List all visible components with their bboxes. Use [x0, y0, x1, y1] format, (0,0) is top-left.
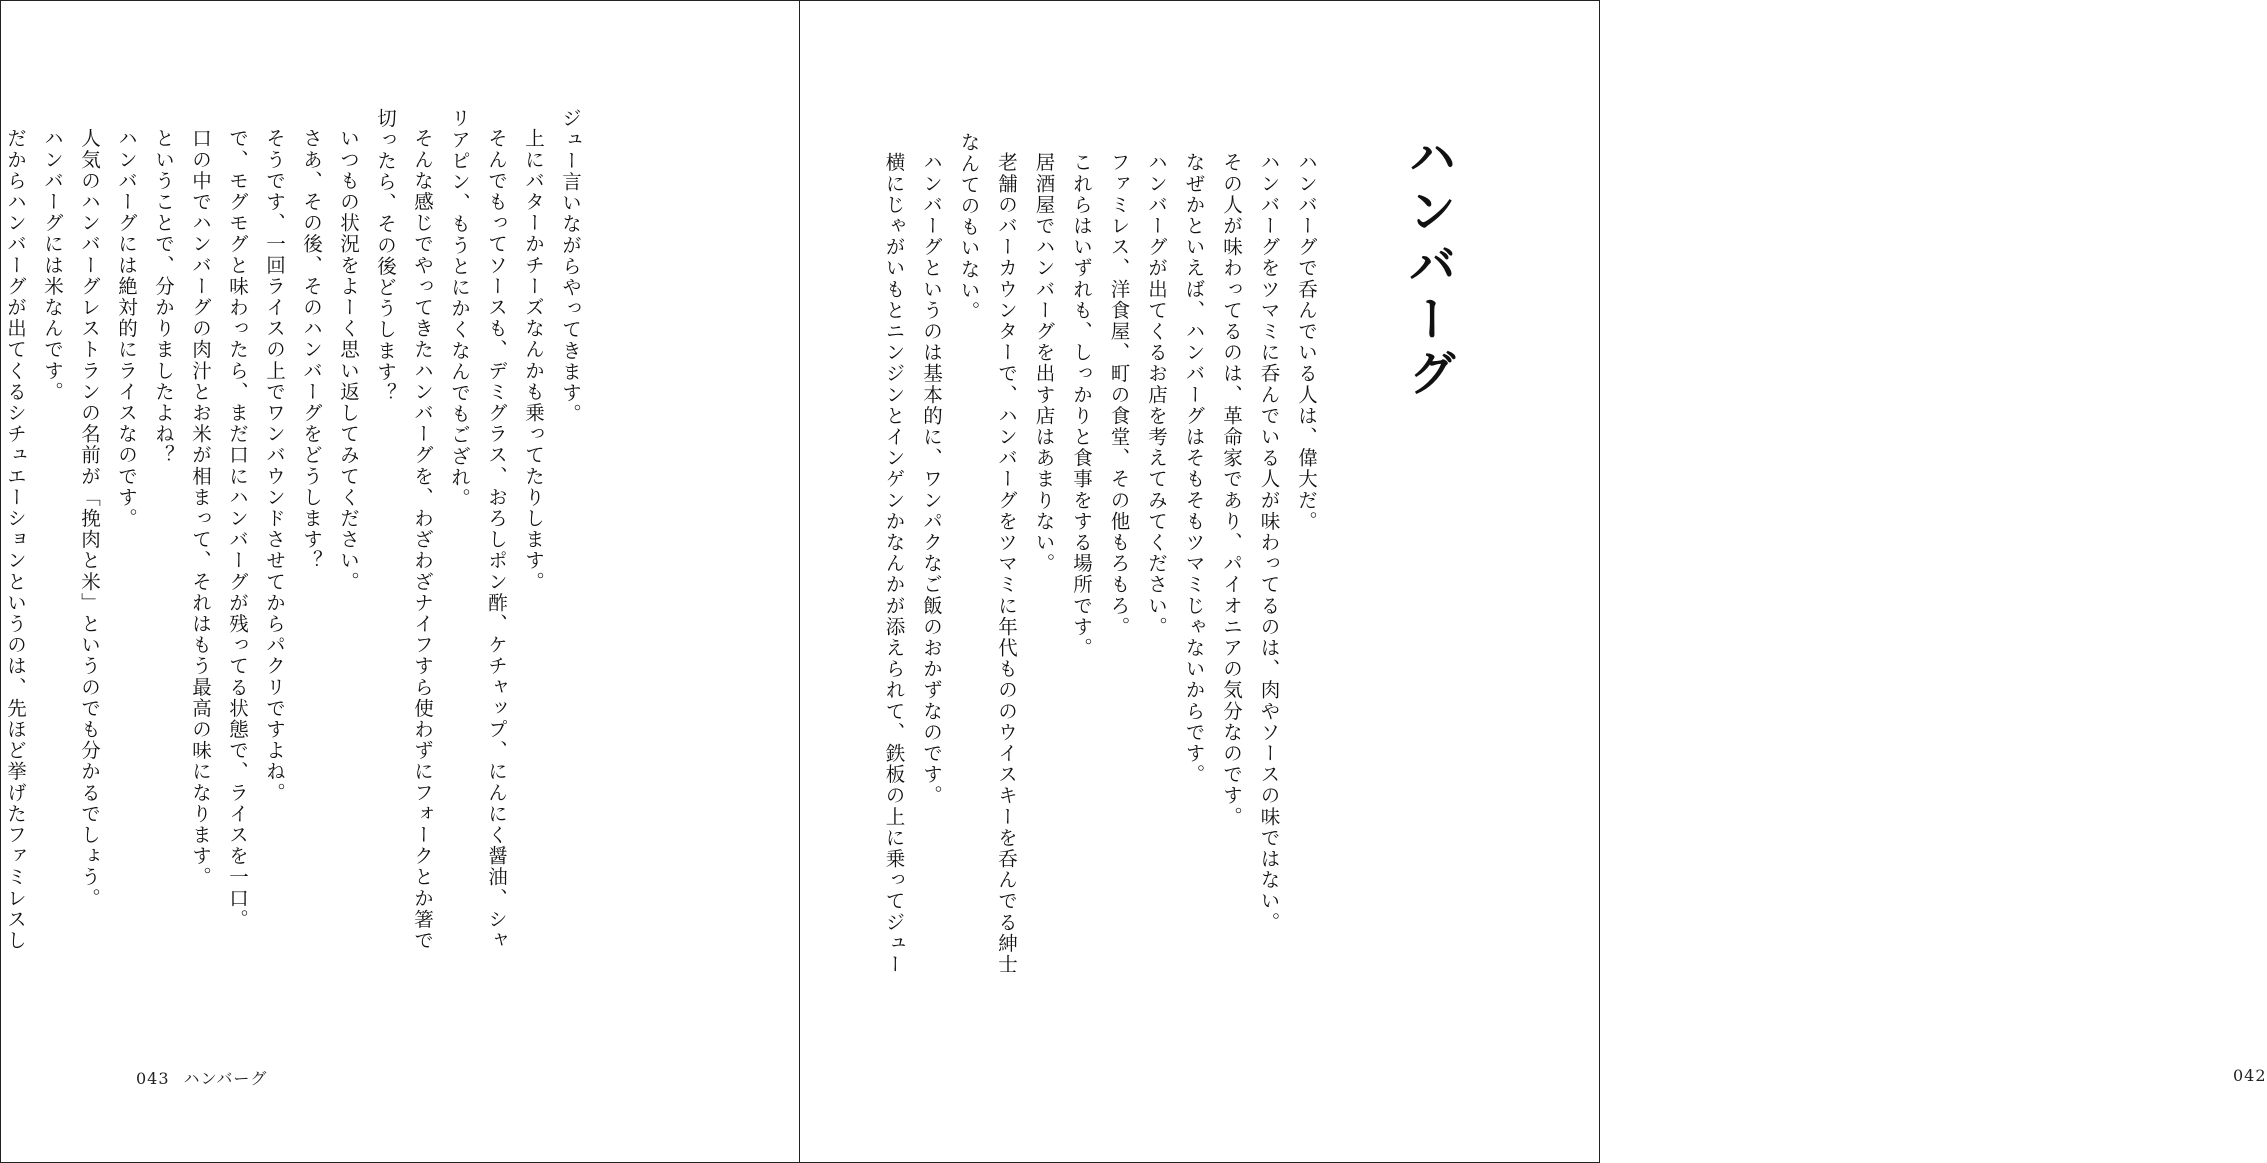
- text-line: 居酒屋でハンバーグを出す店はあまりない。: [1032, 151, 1056, 574]
- text-line: そんでもってソースも、デミグラス、おろしポン酢、ケチャップ、にんにく醤油、シャ: [485, 127, 508, 951]
- text-line: ハンバーグには絶対的にライスなのです。: [115, 127, 138, 529]
- page-042: [800, 0, 2267, 1163]
- text-line: なんてのもいない。: [957, 132, 981, 322]
- text-line: ファミレス、洋食屋、町の食堂、その他もろもろ。: [1107, 151, 1131, 637]
- text-line: ハンバーグには米なんです。: [41, 127, 64, 402]
- text-line: 口の中でハンバーグの肉汁とお米が相まって、それはもう最高の味になります。: [189, 127, 212, 888]
- text-line: ハンバーグが出てくるお店を考えてみてください。: [1145, 151, 1168, 637]
- text-line: だからハンバーグが出てくるシチュエーションというのは、先ほど挙げたファミレスし: [4, 127, 27, 951]
- text-line: ジュー言いながらやってきます。: [559, 108, 582, 425]
- text-line: さあ、その後、そのハンバーグをどうします？: [300, 127, 323, 571]
- text-line: ということで、分かりましたよね？: [152, 127, 175, 466]
- text-line: 老舗のバーカウンターで、ハンバーグをツマミに年代もののウイスキーを呑んでる紳士: [995, 151, 1018, 975]
- text-line: なぜかといえば、ハンバーグはそもそもツマミじゃないからです。: [1182, 151, 1206, 785]
- text-line: 横にじゃがいもとニンジンとインゲンかなんかが添えられて、鉄板の上に乗ってジュー: [882, 151, 906, 975]
- text-line: ハンバーグをツマミに呑んでいる人が味わってるのは、肉やソースの味ではない。: [1257, 151, 1281, 933]
- page-043: [0, 0, 799, 1163]
- running-title: ハンバーグ: [183, 1069, 268, 1088]
- running-footer-left: [136, 1066, 267, 1089]
- page-number: 043: [136, 1069, 170, 1088]
- text-line: そんな感じでやってきたハンバーグを、わざわざナイフすら使わずにフォークとか箸で: [411, 127, 434, 951]
- text-line: そうです、一回ライスの上でワンバウンドさせてからパクリですよね。: [263, 127, 286, 803]
- body-text-left: [4, 108, 589, 978]
- chapter-title: ハンバーグ: [1400, 132, 1456, 402]
- text-line: ハンバーグというのは基本的に、ワンパクなご飯のおかずなのです。: [920, 151, 943, 806]
- text-line: リアピン、もうとにかくなんでもござれ。: [448, 108, 471, 509]
- text-line: ハンバーグで呑んでいる人は、偉大だ。: [1295, 151, 1318, 532]
- text-line: 上にバターかチーズなんかも乗ってたりします。: [522, 127, 545, 592]
- text-line: で、モグモグと味わったら、まだ口にハンバーグが残ってる状態で、ライスを一口。: [226, 127, 249, 930]
- text-line: その人が味わってるのは、革命家であり、パイオニアの気分なのです。: [1220, 151, 1243, 827]
- text-line: これらはいずれも、しっかりと食事をする場所です。: [1070, 151, 1093, 658]
- text-line: いつもの状況をよーく思い返してみてください。: [337, 127, 360, 592]
- text-line: 人気のハンバーグレストランの名前が「挽肉と米」というのでも分かるでしょう。: [78, 127, 101, 909]
- body-text-right: [882, 132, 1325, 982]
- text-line: 切ったら、その後どうします？: [374, 108, 397, 404]
- page-number: 042: [2233, 1066, 2267, 1085]
